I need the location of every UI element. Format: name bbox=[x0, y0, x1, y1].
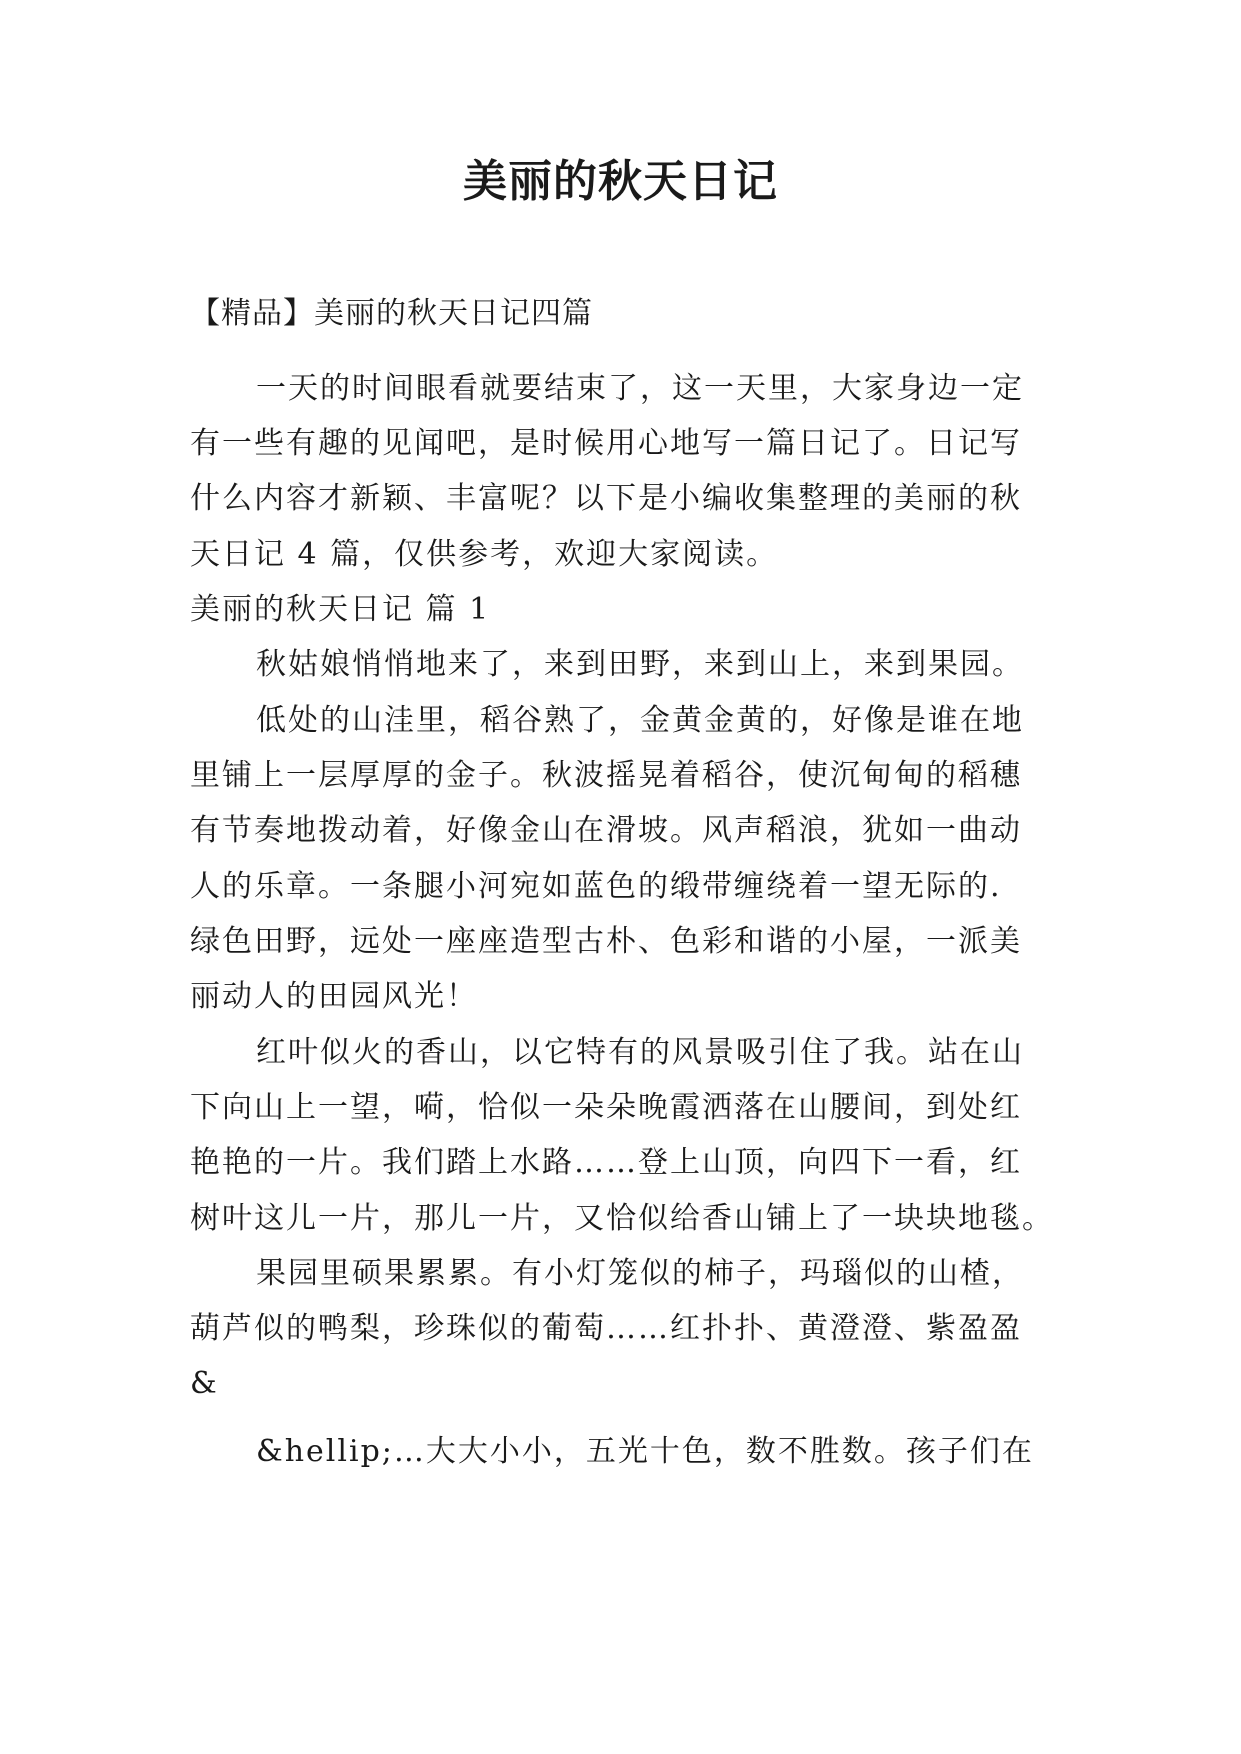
body-line: 里铺上一层厚厚的金子。秋波摇晃着稻谷，使沉甸甸的稻穗 bbox=[190, 758, 1022, 793]
body-line: 果园里硕果累累。有小灯笼似的柿子，玛瑙似的山楂， bbox=[256, 1256, 1024, 1291]
section-heading: 美丽的秋天日记 篇 1 bbox=[190, 592, 491, 627]
body-line: &hellip;…大大小小，五光十色，数不胜数。孩子们在 bbox=[256, 1434, 1034, 1469]
body-line: 一天的时间眼看就要结束了，这一天里，大家身边一定 bbox=[256, 371, 1024, 406]
body-line: 人的乐章。一条腿小河宛如蓝色的缎带缠绕着一望无际的. bbox=[190, 869, 1002, 904]
body-line: 什么内容才新颖、丰富呢？以下是小编收集整理的美丽的秋 bbox=[190, 481, 1022, 516]
body-line: 红叶似火的香山，以它特有的风景吸引住了我。站在山 bbox=[256, 1035, 1024, 1070]
document-title: 美丽的秋天日记 bbox=[463, 156, 778, 207]
body-line: 丽动人的田园风光！ bbox=[190, 979, 478, 1014]
body-line: 天日记 4 篇，仅供参考，欢迎大家阅读。 bbox=[190, 537, 779, 572]
body-line: & bbox=[190, 1366, 219, 1401]
body-line: 有节奏地拨动着，好像金山在滑坡。风声稻浪，犹如一曲动 bbox=[190, 813, 1022, 848]
body-line: 下向山上一望，嗬，恰似一朵朵晚霞洒落在山腰间，到处红 bbox=[190, 1090, 1022, 1125]
body-line: 绿色田野，远处一座座造型古朴、色彩和谐的小屋，一派美 bbox=[190, 924, 1022, 959]
body-line: 低处的山洼里，稻谷熟了，金黄金黄的，好像是谁在地 bbox=[256, 703, 1024, 738]
body-line: 艳艳的一片。我们踏上水路……登上山顶，向四下一看，红 bbox=[190, 1145, 1022, 1180]
body-line: 有一些有趣的见闻吧，是时候用心地写一篇日记了。日记写 bbox=[190, 426, 1022, 461]
document-subtitle: 【精品】美丽的秋天日记四篇 bbox=[190, 296, 593, 331]
body-line: 葫芦似的鸭梨，珍珠似的葡萄……红扑扑、黄澄澄、紫盈盈 bbox=[190, 1311, 1022, 1346]
body-line: 秋姑娘悄悄地来了，来到田野，来到山上，来到果园。 bbox=[256, 647, 1024, 682]
body-line: 树叶这儿一片，那儿一片，又恰似给香山铺上了一块块地毯。 bbox=[190, 1201, 1054, 1236]
